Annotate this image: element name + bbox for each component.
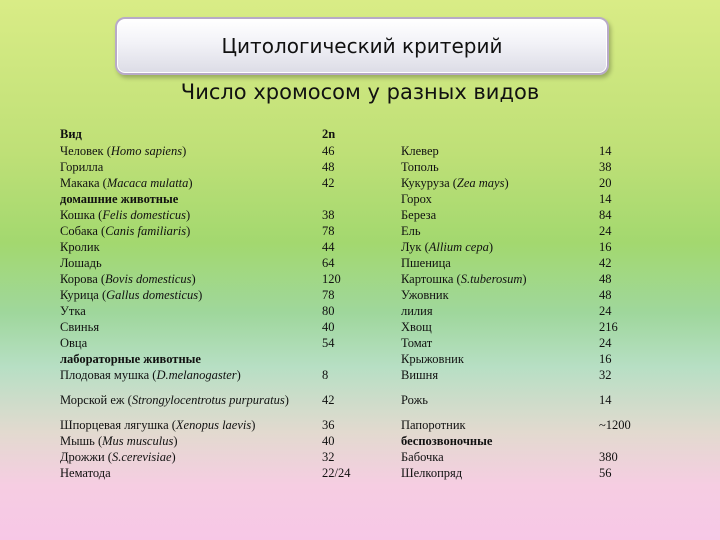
- chromosome-count: 380: [599, 450, 618, 464]
- species-common-name: Плодовая мушка (: [60, 368, 157, 382]
- species-name: [60, 434, 178, 450]
- species-name: [60, 176, 193, 192]
- species-latin-name: Bovis domesticus: [105, 272, 192, 286]
- species-common-name: Бабочка: [401, 450, 444, 464]
- chromosome-count: 40: [322, 434, 335, 448]
- species-common-name: Свинья: [60, 320, 100, 334]
- species-common-name: Курица (: [60, 288, 107, 302]
- chromosome-count: 42: [322, 176, 335, 190]
- chromosome-count: 216: [599, 320, 618, 334]
- chromosome-count: 84: [599, 208, 612, 222]
- chromosome-count: 56: [599, 466, 612, 480]
- species-common-name: Томат: [401, 336, 433, 350]
- chromosome-count: 38: [599, 160, 612, 174]
- species-common-name: Мышь (: [60, 434, 103, 448]
- species-name: [401, 352, 464, 368]
- chromosome-count: 120: [322, 272, 341, 286]
- species-name: [60, 272, 196, 288]
- species-name: [60, 368, 241, 384]
- closing-paren: ): [284, 393, 289, 407]
- chromosome-count: 32: [322, 450, 335, 464]
- closing-paren: ): [173, 434, 178, 448]
- closing-paren: ): [185, 208, 191, 222]
- species-common-name: Пшеница: [401, 256, 451, 270]
- chromosome-count: 78: [322, 224, 335, 238]
- species-common-name: Морской еж (: [60, 393, 132, 407]
- species-name: [401, 288, 449, 304]
- species-common-name: Кукуруза (: [401, 176, 457, 190]
- species-common-name: Горилла: [60, 160, 104, 174]
- chromosome-count: 48: [322, 160, 335, 174]
- chromosome-count: 40: [322, 320, 335, 334]
- chromosome-count: 38: [322, 208, 335, 222]
- species-name: [60, 224, 190, 240]
- chromosome-count: 36: [322, 418, 335, 432]
- species-name: [401, 272, 527, 288]
- chromosome-count: 22/24: [322, 466, 351, 480]
- chromosome-count: 46: [322, 144, 335, 158]
- species-common-name: лилия: [401, 304, 433, 318]
- chromosome-count: 24: [599, 224, 612, 238]
- species-name: [401, 320, 432, 336]
- closing-paren: ): [236, 368, 241, 382]
- species-latin-name: Macaca mulatta: [106, 176, 189, 190]
- species-common-name: Кошка (: [60, 208, 103, 222]
- chromosome-count: 80: [322, 304, 335, 318]
- chromosome-count: 20: [599, 176, 612, 190]
- chromosome-count: 16: [599, 240, 612, 254]
- species-name: [60, 256, 102, 272]
- species-latin-name: Allium cepa: [428, 240, 489, 254]
- chromosome-count: ~1200: [599, 418, 631, 432]
- species-name: [401, 368, 438, 384]
- species-name: [401, 256, 451, 272]
- species-common-name: Ель: [401, 224, 421, 238]
- species-common-name: Клевер: [401, 144, 439, 158]
- chromosome-count: 16: [599, 352, 612, 366]
- species-name: [60, 393, 289, 409]
- species-name: [401, 240, 493, 256]
- species-latin-name: D.melanogaster: [156, 368, 237, 382]
- chromosome-count: 42: [322, 393, 335, 407]
- species-name: [401, 393, 428, 409]
- species-name: [401, 224, 421, 240]
- chromosome-count: 78: [322, 288, 335, 302]
- species-common-name: Шпорцевая лягушка (: [60, 418, 176, 432]
- group-label: [401, 434, 492, 450]
- species-name: [401, 450, 444, 466]
- species-name: [60, 144, 186, 160]
- group-label: [60, 352, 201, 368]
- species-name: [60, 336, 87, 352]
- species-name: [401, 418, 466, 434]
- closing-paren: ): [251, 418, 256, 432]
- species-common-name: Овца: [60, 336, 88, 350]
- species-name: [60, 320, 99, 336]
- species-latin-name: Canis familiaris: [105, 224, 187, 238]
- count-header: 2n: [322, 127, 336, 141]
- chromosome-count: 14: [599, 144, 612, 158]
- species-common-name: Шелкопряд: [401, 466, 463, 480]
- species-common-name: Корова (: [60, 272, 106, 286]
- closing-paren: ): [522, 272, 527, 286]
- species-common-name: Лошадь: [60, 256, 102, 270]
- species-name: [60, 450, 176, 466]
- closing-paren: ): [191, 272, 196, 286]
- species-name: [60, 160, 103, 176]
- species-common-name: Береза: [401, 208, 437, 222]
- species-common-name: Папоротник: [401, 418, 466, 432]
- species-name: [60, 208, 190, 224]
- closing-paren: ): [182, 144, 187, 158]
- species-name: [60, 288, 202, 304]
- species-latin-name: S.tuberosum: [460, 272, 523, 286]
- species-header: Вид: [60, 127, 82, 141]
- species-common-name: Дрожжи (: [60, 450, 112, 464]
- title-banner: [115, 17, 609, 75]
- species-latin-name: Homo sapiens: [110, 144, 183, 158]
- species-common-name: Тополь: [401, 160, 439, 174]
- chromosome-count: 42: [599, 256, 612, 270]
- closing-paren: ): [186, 224, 191, 238]
- species-common-name: Кролик: [60, 240, 100, 254]
- species-name: [401, 336, 432, 352]
- species-name: [401, 176, 509, 192]
- species-common-name: Крыжовник: [401, 352, 464, 366]
- species-common-name: лабораторные животные: [60, 352, 201, 366]
- species-name: [60, 304, 86, 320]
- closing-paren: ): [198, 288, 203, 302]
- subtitle: Число хромосом у разных видов: [180, 80, 540, 104]
- species-latin-name: Xenopus laevis: [175, 418, 252, 432]
- chromosome-count: 48: [599, 272, 612, 286]
- species-common-name: Утка: [60, 304, 86, 318]
- species-name: [401, 208, 436, 224]
- chromosome-count: 32: [599, 368, 612, 382]
- chromosome-count: 14: [599, 393, 612, 407]
- species-name: [401, 160, 439, 176]
- species-name: [401, 304, 433, 320]
- chromosome-count: 44: [322, 240, 335, 254]
- species-common-name: Лук (: [401, 240, 429, 254]
- species-name: [60, 466, 111, 482]
- group-label: [60, 192, 178, 208]
- chromosome-count: 64: [322, 256, 335, 270]
- species-name: [401, 144, 439, 160]
- species-common-name: Макака (: [60, 176, 107, 190]
- species-name: [401, 466, 462, 482]
- species-latin-name: Strongylocentrotus purpuratus: [131, 393, 285, 407]
- species-common-name: Рожь: [401, 393, 428, 407]
- species-common-name: Хвощ: [401, 320, 432, 334]
- chromosome-count: 24: [599, 336, 612, 350]
- species-common-name: Вишня: [401, 368, 439, 382]
- closing-paren: ): [504, 176, 509, 190]
- species-common-name: беспозвоночные: [401, 434, 493, 448]
- chromosome-count: 8: [322, 368, 329, 382]
- species-latin-name: Felis domesticus: [102, 208, 186, 222]
- species-latin-name: S.cerevisiae: [111, 450, 172, 464]
- species-common-name: Собака (: [60, 224, 106, 238]
- closing-paren: ): [188, 176, 193, 190]
- chromosome-count: 54: [322, 336, 335, 350]
- species-common-name: Нематода: [60, 466, 111, 480]
- species-latin-name: Gallus domesticus: [106, 288, 199, 302]
- species-latin-name: Mus musculus: [102, 434, 174, 448]
- chromosome-count: 14: [599, 192, 612, 206]
- species-common-name: Ужовник: [401, 288, 449, 302]
- species-common-name: Человек (: [60, 144, 111, 158]
- species-name: [401, 192, 432, 208]
- species-name: [60, 418, 255, 434]
- closing-paren: ): [488, 240, 494, 254]
- species-name: [60, 240, 100, 256]
- chromosome-count: 48: [599, 288, 612, 302]
- species-common-name: домашние животные: [60, 192, 179, 206]
- closing-paren: ): [171, 450, 176, 464]
- species-latin-name: Zea mays: [456, 176, 505, 190]
- species-common-name: Картошка (: [401, 272, 461, 286]
- species-common-name: Горох: [401, 192, 432, 206]
- title: Цитологический критерий: [221, 34, 503, 58]
- chromosome-count: 24: [599, 304, 612, 318]
